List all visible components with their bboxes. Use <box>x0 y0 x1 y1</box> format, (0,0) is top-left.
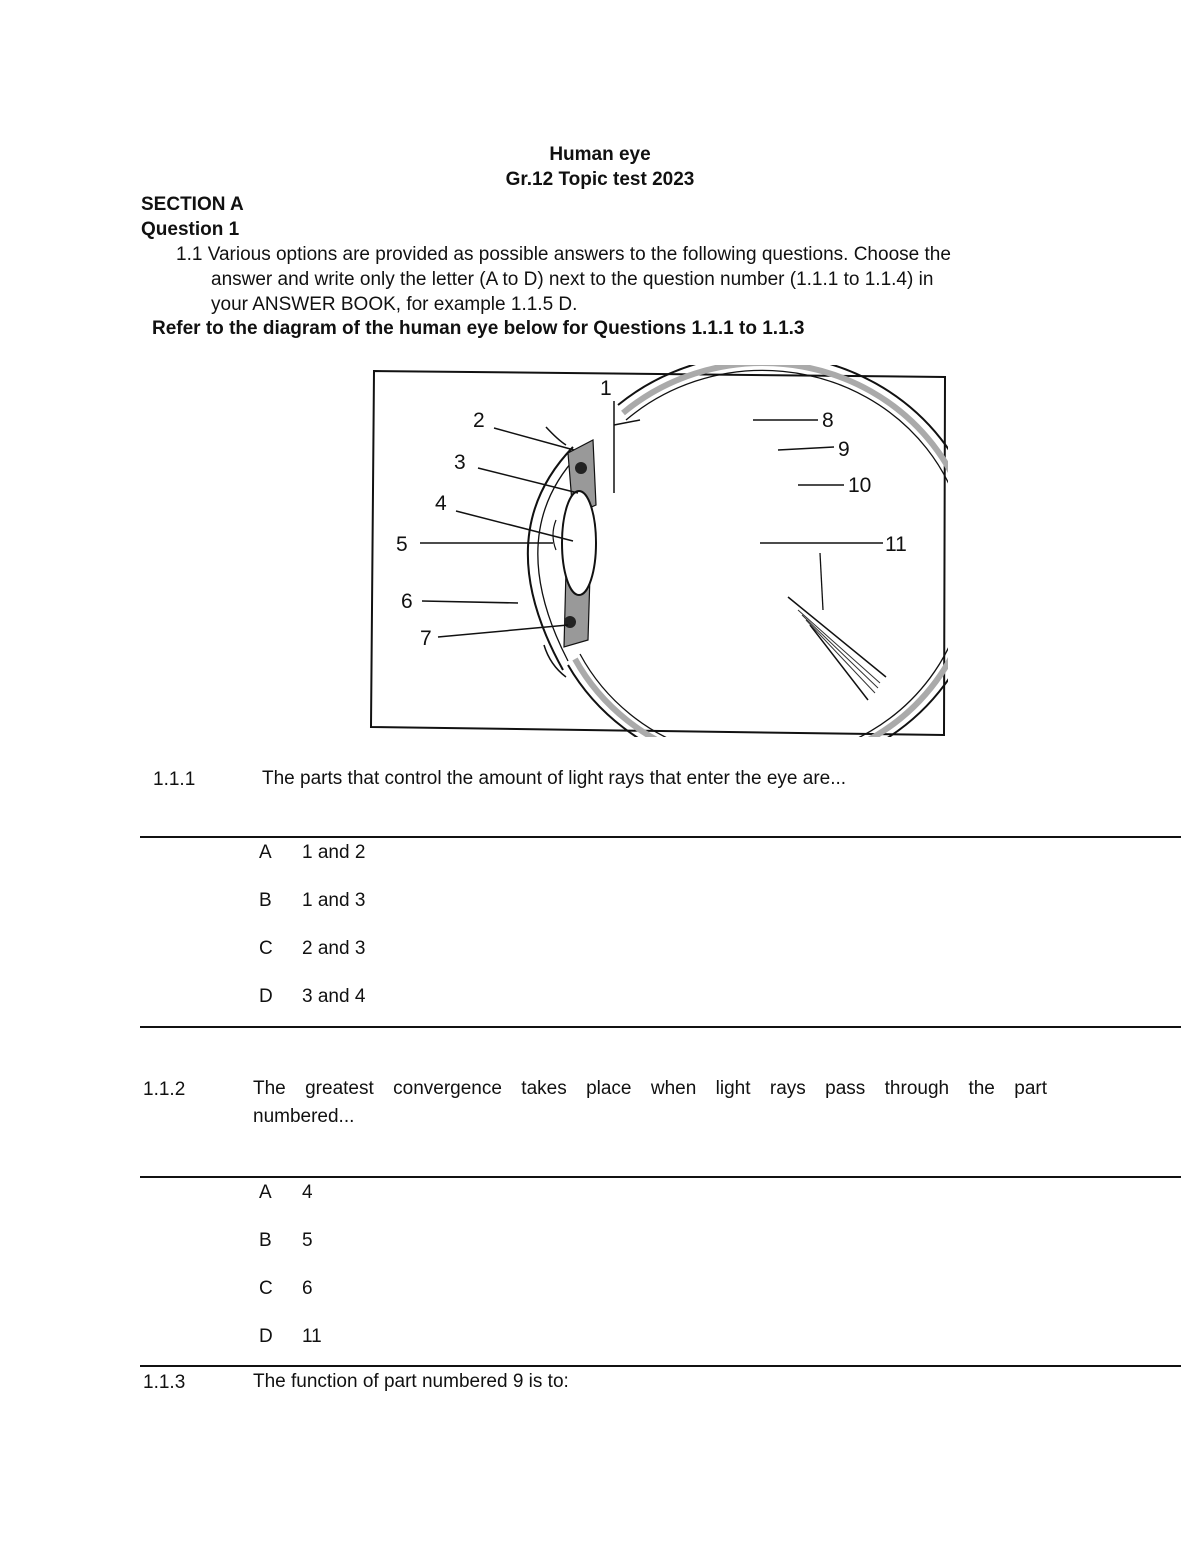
option-letter: A <box>259 842 272 863</box>
instruction-line-2: answer and write only the letter (A to D) next to the question number (1.1.1 to 1.1.4) in <box>211 269 934 290</box>
option-value: 11 <box>302 1326 322 1347</box>
divider <box>140 836 1181 838</box>
instruction-line-3: your ANSWER BOOK, for example 1.1.5 D. <box>211 294 578 315</box>
option-value: 3 and 4 <box>302 986 366 1007</box>
blind-spot <box>820 553 823 610</box>
option-letter: A <box>259 1182 272 1203</box>
option-value: 5 <box>302 1230 313 1251</box>
diagram-label-4: 4 <box>435 492 447 515</box>
eye-diagram <box>368 365 948 737</box>
diagram-label-7: 7 <box>420 627 432 650</box>
upper-eyelid <box>546 427 566 445</box>
section-heading: SECTION A <box>141 194 244 215</box>
suspensory-top-dot <box>575 462 587 474</box>
diagram-label-6: 6 <box>401 590 413 613</box>
diagram-label-8: 8 <box>822 409 834 432</box>
option-value: 1 and 3 <box>302 890 366 911</box>
question-1-1-2-text-line-1: The greatest convergence takes place when light rays pass through the part <box>253 1078 1047 1099</box>
diagram-label-11: 11 <box>885 533 907 556</box>
lens <box>562 491 596 595</box>
diagram-label-9: 9 <box>838 438 850 461</box>
option-letter: B <box>259 890 272 911</box>
divider <box>140 1365 1181 1367</box>
question-1-1-3-text: The function of part numbered 9 is to: <box>253 1371 569 1392</box>
question-1-1-1-number: 1.1.1 <box>153 769 196 790</box>
label-pointers <box>420 401 883 637</box>
eye-diagram-svg <box>368 365 948 737</box>
diagram-label-5: 5 <box>396 533 408 556</box>
optic-nerve-fibres <box>798 610 880 693</box>
option-value: 4 <box>302 1182 313 1203</box>
option-letter: D <box>259 986 273 1007</box>
suspensory-bottom-dot <box>564 616 576 628</box>
question-1-1-3-number: 1.1.3 <box>143 1372 186 1393</box>
divider <box>140 1026 1181 1028</box>
diagram-frame <box>371 371 945 735</box>
option-value: 1 and 2 <box>302 842 366 863</box>
diagram-label-10: 10 <box>848 474 872 497</box>
option-letter: C <box>259 1278 273 1299</box>
question-heading: Question 1 <box>141 219 240 240</box>
option-letter: B <box>259 1230 272 1251</box>
question-1-1-2-text-line-2: numbered... <box>253 1106 355 1127</box>
option-letter: D <box>259 1326 273 1347</box>
page-title: Human eye <box>549 144 651 165</box>
divider <box>140 1176 1181 1178</box>
diagram-label-1: 1 <box>600 377 612 400</box>
question-1-1-2-number: 1.1.2 <box>143 1079 186 1100</box>
question-1-1-1-text: The parts that control the amount of light rays that enter the eye are... <box>262 768 847 789</box>
option-letter: C <box>259 938 273 959</box>
diagram-label-2: 2 <box>473 409 485 432</box>
refer-note: Refer to the diagram of the human eye below for Questions 1.1.1 to 1.1.3 <box>152 318 805 339</box>
pupil-bracket <box>553 520 556 550</box>
page-subtitle: Gr.12 Topic test 2023 <box>505 169 695 190</box>
instruction-line-1: 1.1 Various options are provided as possible answers to the following questions. Choose the <box>176 244 951 265</box>
diagram-label-3: 3 <box>454 451 466 474</box>
option-value: 6 <box>302 1278 313 1299</box>
option-value: 2 and 3 <box>302 938 366 959</box>
